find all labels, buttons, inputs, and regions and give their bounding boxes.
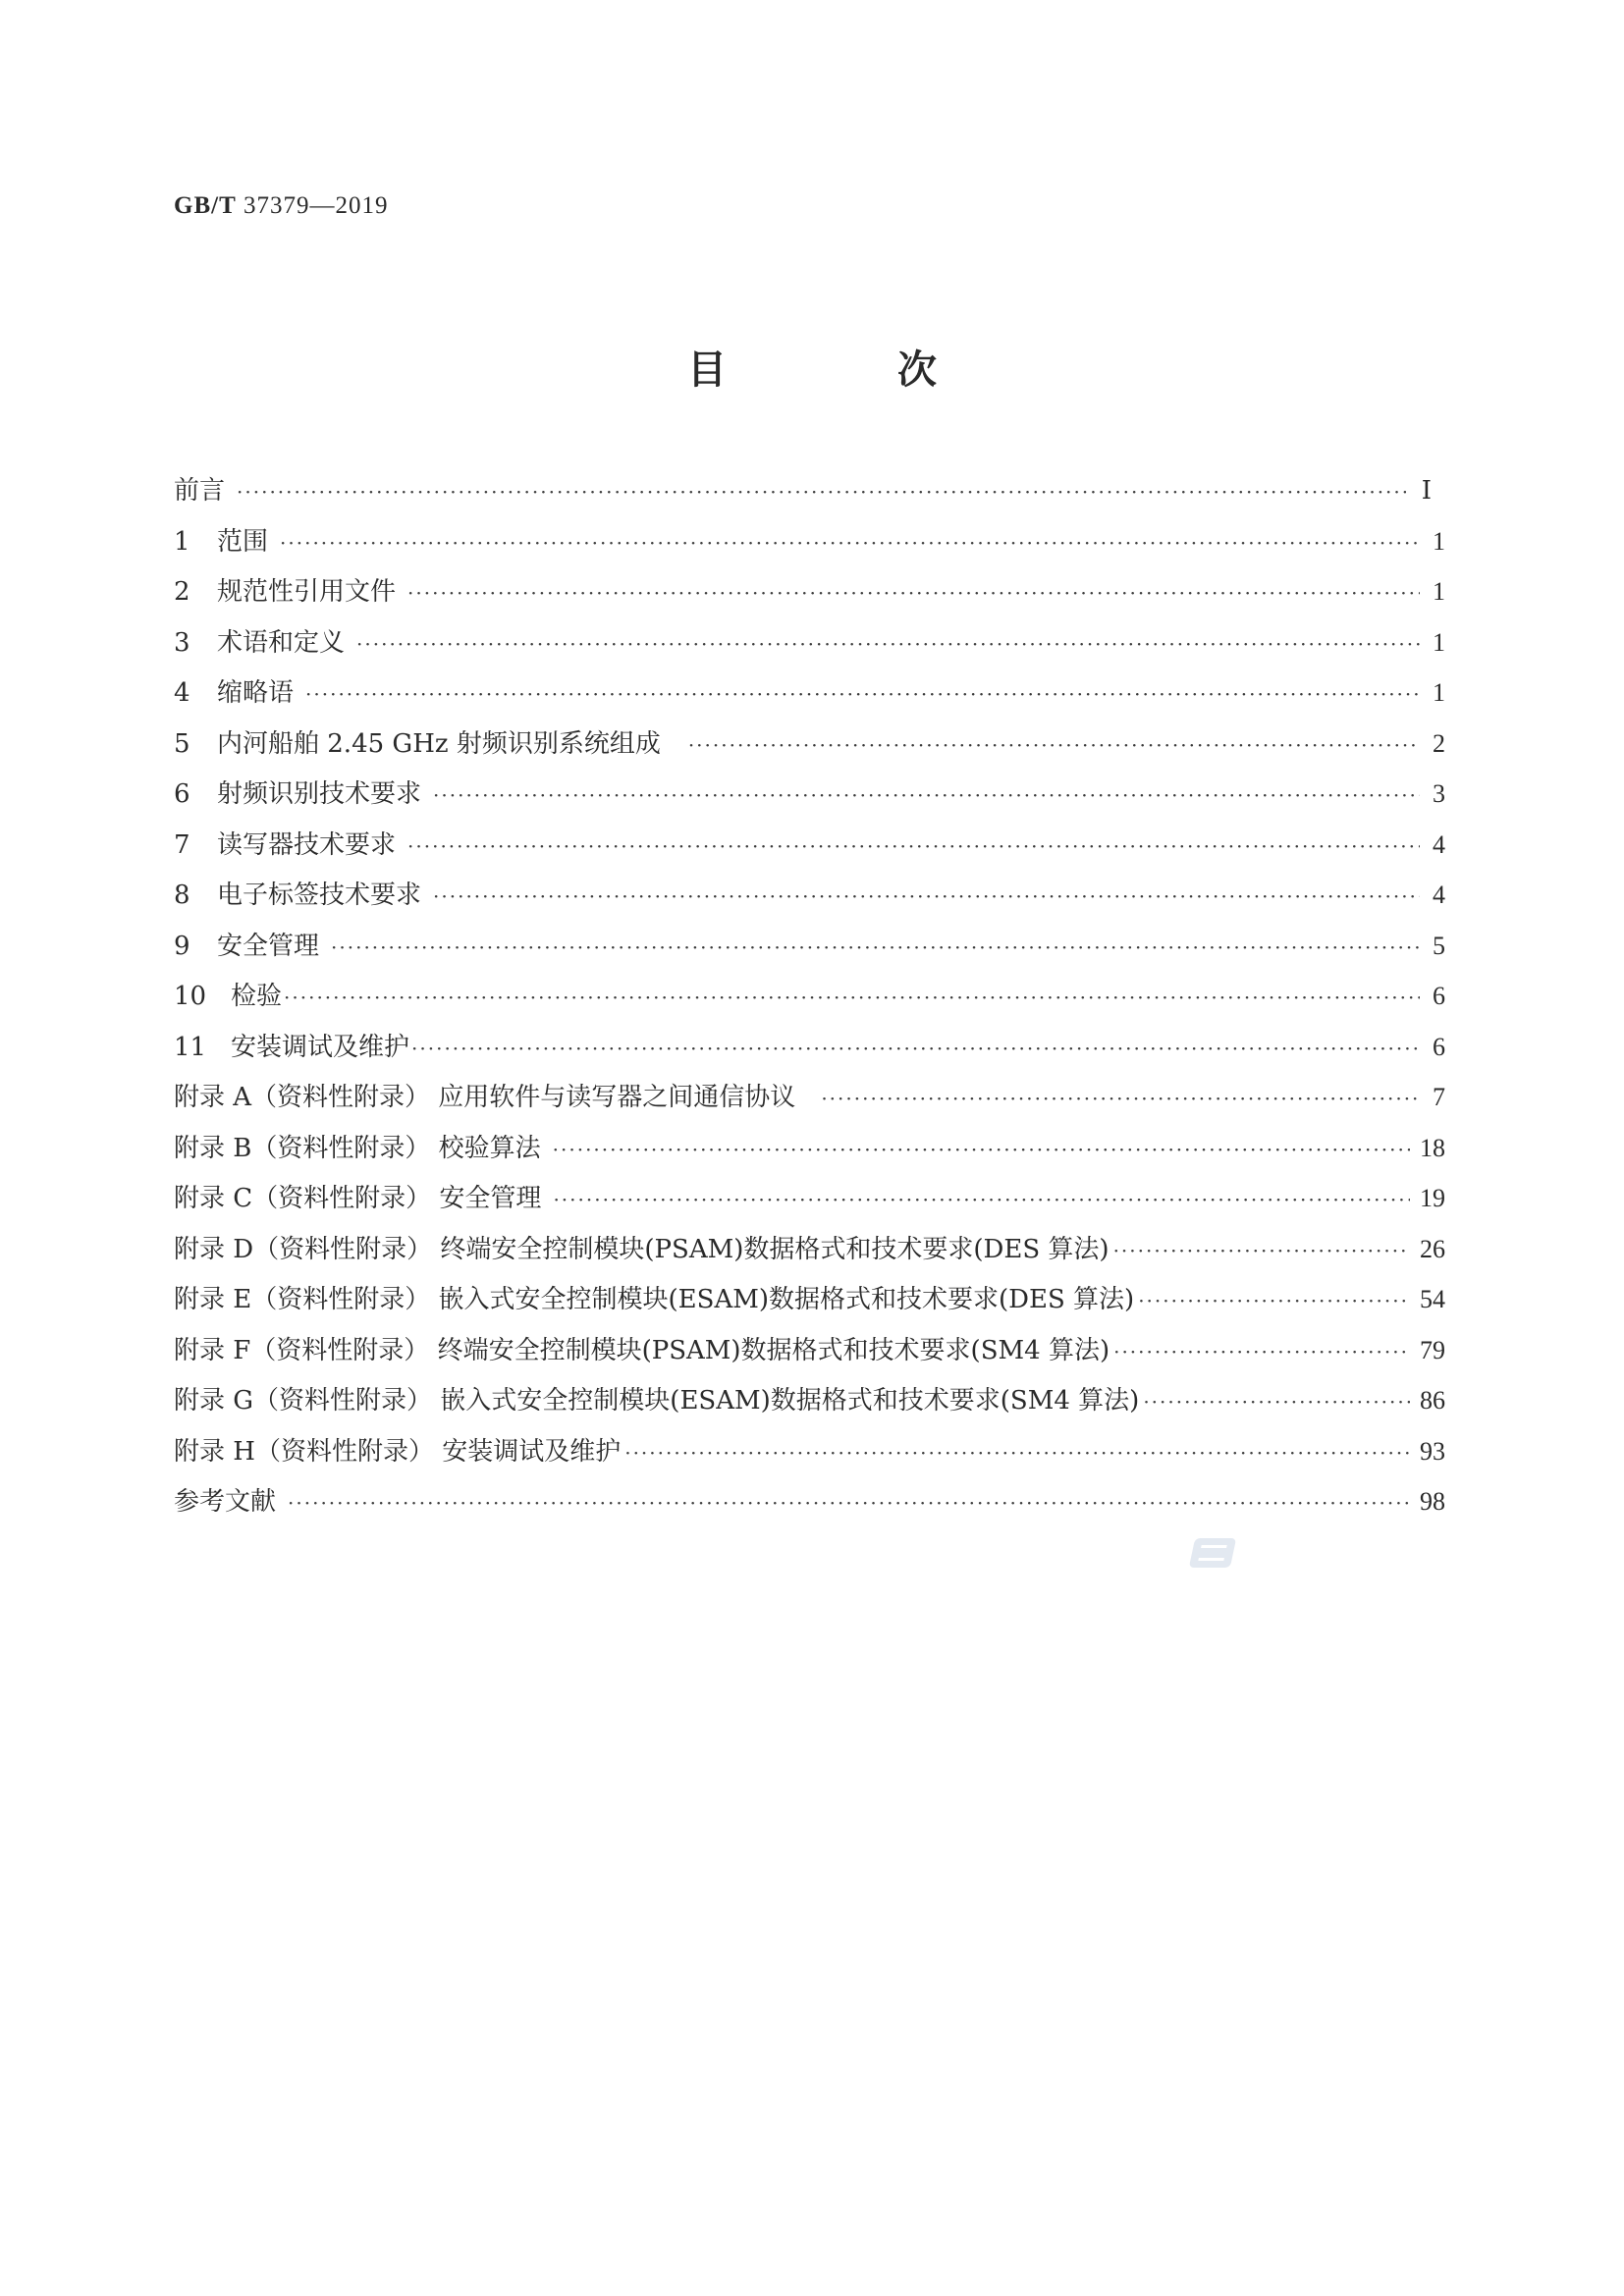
toc-entry-number: 11 [174, 1032, 207, 1062]
toc-entry[interactable] [174, 870, 1445, 921]
toc-entry-label: 参考文献 [174, 1487, 277, 1517]
toc-entry-number: 9 [174, 931, 190, 961]
dot-leader [624, 1428, 1410, 1479]
toc-entry-number: 2 [174, 577, 190, 607]
sac-logo-icon [1198, 1545, 1226, 1561]
toc-entry-number: 3 [174, 627, 190, 658]
dot-leader [433, 771, 1420, 822]
toc-entry-label: 附录 D（资料性附录） 终端安全控制模块(PSAM)数据格式和技术要求(DES 算法) [174, 1234, 1110, 1264]
toc-entry-page: 54 [1420, 1285, 1445, 1313]
dot-leader [407, 822, 1420, 873]
toc-entry-page: 2 [1433, 728, 1445, 758]
toc-entry[interactable] [174, 820, 1445, 871]
toc-entry-annex-d[interactable] [174, 1224, 1445, 1275]
toc-entry-annex-e[interactable] [174, 1274, 1445, 1325]
toc-entry-page: 1 [1433, 627, 1445, 657]
toc-entry-page: 6 [1433, 1032, 1445, 1061]
toc-entry-page: 3 [1433, 779, 1445, 808]
toc-entry-label: 内河船舶 2.45 GHz 射频识别系统组成 [217, 728, 661, 759]
toc-entry-label: 安全管理 [217, 931, 320, 961]
toc-entry-number: 6 [174, 779, 190, 809]
document-code [174, 192, 389, 220]
toc-entry-annex-c[interactable] [174, 1173, 1445, 1224]
dot-leader [305, 669, 1420, 721]
toc-entry-annex-b[interactable] [174, 1123, 1445, 1174]
toc-entry-page: 1 [1433, 526, 1445, 556]
toc-entry-label: 电子标签技术要求 [217, 881, 422, 910]
dot-leader [356, 619, 1420, 670]
dot-leader [331, 923, 1420, 974]
toc-entry-number: 10 [174, 982, 207, 1011]
toc-entry[interactable] [174, 921, 1445, 972]
toc-entry-annex-h[interactable] [174, 1426, 1445, 1477]
toc-entry-page: 79 [1420, 1335, 1445, 1364]
dot-leader [553, 1125, 1410, 1176]
toc-entry[interactable] [174, 516, 1445, 567]
toc-entry[interactable] [174, 617, 1445, 668]
dot-leader [433, 872, 1420, 923]
dot-leader [280, 518, 1420, 569]
toc-entry-label: 附录 G（资料性附录） 嵌入式安全控制模块(ESAM)数据格式和技术要求(SM4 算法) [174, 1386, 1140, 1415]
dot-leader [821, 1074, 1420, 1125]
toc-entry-annex-g[interactable] [174, 1375, 1445, 1426]
toc-entry[interactable] [174, 1022, 1445, 1073]
toc-entry[interactable] [174, 769, 1445, 820]
toc-entry-number: 1 [174, 526, 190, 557]
toc-entry-page: Ⅰ [1421, 476, 1432, 505]
dot-leader [1138, 1276, 1410, 1327]
toc-entry-page: 1 [1433, 577, 1445, 606]
standard-number: 37379—2019 [244, 192, 389, 219]
toc-entry-foreword[interactable] [174, 465, 1445, 516]
dot-leader [1113, 1327, 1410, 1378]
dot-leader [1143, 1377, 1410, 1428]
sac-watermark-logo [1189, 1538, 1236, 1568]
toc-entry-label: 附录 H（资料性附录） 安装调试及维护 [174, 1436, 622, 1467]
toc-entry-page: 4 [1433, 829, 1445, 859]
dot-leader [284, 973, 1420, 1024]
toc-entry-page: 98 [1420, 1487, 1445, 1516]
toc-entry-label: 读写器技术要求 [217, 829, 397, 860]
toc-entry-label: 附录 B（资料性附录） 校验算法 [174, 1133, 541, 1163]
dot-leader [553, 1175, 1410, 1226]
toc-entry[interactable] [174, 566, 1445, 617]
toc-entry-label: 规范性引用文件 [217, 577, 397, 607]
toc-entry-label: 缩略语 [217, 678, 295, 708]
standard-prefix: GB/T [174, 192, 237, 219]
toc-entry-number: 4 [174, 678, 190, 708]
toc-entry-page: 86 [1420, 1386, 1445, 1415]
table-of-contents [174, 465, 1445, 1527]
toc-entry-annex-a[interactable] [174, 1072, 1445, 1123]
toc-entry-number: 7 [174, 829, 190, 860]
toc-entry-page: 4 [1433, 881, 1445, 909]
toc-entry-label: 附录 E（资料性附录） 嵌入式安全控制模块(ESAM)数据格式和技术要求(DES 算法) [174, 1285, 1135, 1314]
toc-entry-number: 8 [174, 881, 190, 910]
toc-entry-page: 93 [1420, 1436, 1445, 1466]
dot-leader [411, 1024, 1420, 1075]
dot-leader [1113, 1226, 1410, 1277]
toc-entry-page: 26 [1420, 1234, 1445, 1263]
dot-leader [407, 568, 1420, 619]
toc-title: 目 次 [687, 347, 1015, 393]
toc-entry-page: 19 [1420, 1184, 1445, 1212]
toc-entry[interactable] [174, 971, 1445, 1022]
toc-entry-page: 18 [1420, 1133, 1445, 1162]
toc-entry-bibliography[interactable] [174, 1476, 1445, 1527]
toc-entry-page: 1 [1433, 678, 1445, 707]
toc-entry-annex-f[interactable] [174, 1325, 1445, 1376]
toc-entry[interactable] [174, 719, 1445, 770]
toc-entry-label: 附录 C（资料性附录） 安全管理 [174, 1184, 542, 1213]
dot-leader [288, 1478, 1410, 1529]
toc-entry[interactable] [174, 667, 1445, 719]
toc-entry-page: 5 [1433, 931, 1445, 960]
toc-entry-page: 6 [1433, 982, 1445, 1010]
toc-entry-label: 检验 [231, 982, 283, 1011]
toc-entry-page: 7 [1433, 1083, 1445, 1111]
toc-entry-label: 术语和定义 [217, 627, 346, 658]
toc-entry-label: 安装调试及维护 [231, 1032, 410, 1062]
toc-entry-label: 附录 A（资料性附录） 应用软件与读写器之间通信协议 [174, 1083, 796, 1112]
dot-leader [237, 467, 1406, 518]
toc-entry-label: 射频识别技术要求 [217, 779, 422, 809]
toc-entry-label: 前言 [174, 476, 226, 506]
toc-entry-label: 范围 [217, 526, 269, 557]
dot-leader [688, 721, 1420, 772]
toc-entry-number: 5 [174, 728, 190, 759]
toc-entry-label: 附录 F（资料性附录） 终端安全控制模块(PSAM)数据格式和技术要求(SM4 算法) [174, 1335, 1110, 1365]
